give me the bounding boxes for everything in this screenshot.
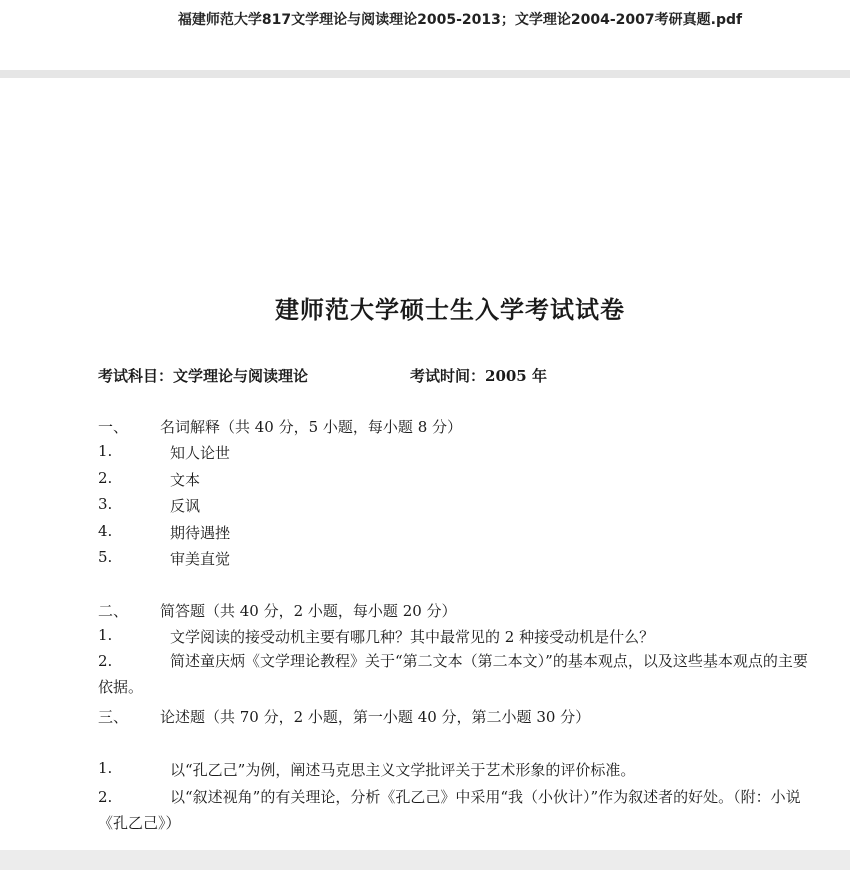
item-number: 4. (98, 522, 113, 540)
exam-title: 建师范大学硕士生入学考试试卷 (275, 295, 625, 324)
item-text: 期待遇挫 (170, 524, 231, 542)
item-text: 审美直觉 (170, 550, 231, 568)
question-text: 简述童庆炳《文学理论教程》关于“第二文本（第二本文）”的基本观点，以及这些基本观点的主要依据。 (98, 652, 808, 696)
question-text: 以“叙述视角”的有关理论，分析《孔乙己》中采用“我（小伙计）”作为叙述者的好处。（附：小说《孔乙己》） (98, 788, 801, 832)
header-separator (0, 70, 850, 78)
question-number: 1. (98, 626, 113, 644)
exam-time: 考试时间：2005 年 (410, 367, 547, 385)
section-number: 一、 (98, 418, 129, 436)
question-text: 以“孔乙己”为例，阐述马克思主义文学批评关于艺术形象的评价标准。 (170, 761, 636, 779)
page-gap (0, 850, 850, 870)
item-number: 3. (98, 495, 113, 513)
item-number: 2. (98, 469, 113, 487)
exam-subject: 考试科目：文学理论与阅读理论 (98, 367, 309, 385)
section-heading: 简答题（共 40 分，2 小题，每小题 20 分） (160, 602, 457, 620)
item-text: 反讽 (170, 497, 201, 515)
section-heading: 名词解释（共 40 分，5 小题，每小题 8 分） (160, 418, 463, 436)
item-number: 1. (98, 442, 113, 460)
question-text: 文学阅读的接受动机主要有哪几种？其中最常见的 2 种接受动机是什么？ (170, 628, 655, 646)
pdf-page (0, 78, 850, 850)
document-header (0, 0, 850, 70)
question-number: 2. (98, 652, 113, 670)
section-number: 二、 (98, 602, 129, 620)
item-text: 文本 (170, 471, 201, 489)
question-number: 2. (98, 788, 113, 806)
document-title: 福建师范大学817文学理论与阅读理论2005-2013；文学理论2004-2007考研真题.pdf (177, 12, 743, 28)
item-number: 5. (98, 548, 113, 566)
section-number: 三、 (98, 708, 129, 726)
item-text: 知人论世 (170, 444, 231, 462)
question-number: 1. (98, 759, 113, 777)
section-heading: 论述题（共 70 分，2 小题，第一小题 40 分，第二小题 30 分） (160, 708, 591, 726)
